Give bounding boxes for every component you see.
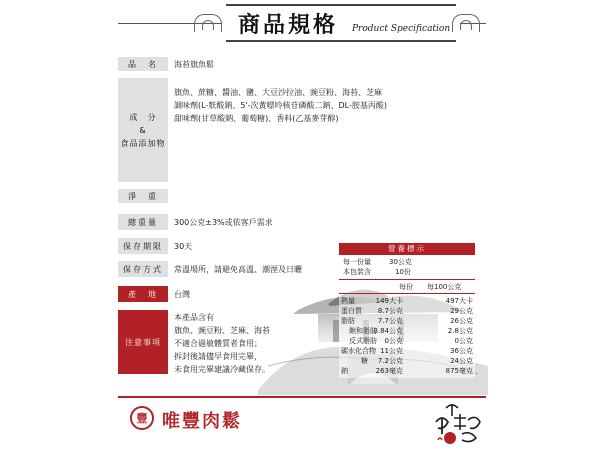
ingredients-label [118, 78, 168, 182]
nutrition-row [339, 306, 475, 316]
nutrient-per-serving: 11公克 [380, 347, 403, 355]
servings-value: 10份 [395, 268, 411, 276]
net-weight-label: 淨 重 [118, 189, 168, 203]
nutrient-name: 碳水化合物 [341, 347, 376, 355]
ingredients-label-line: 成 分 [129, 112, 157, 122]
total-weight-value: 300公克±3%或依客戶需求 [174, 217, 273, 227]
nutrition-row [339, 356, 475, 366]
nutrient-per-100g: 2.8公克 [447, 327, 473, 335]
nutrient-per-100g: 875毫克 [445, 367, 473, 375]
page-header [0, 0, 600, 50]
nutrient-per-serving: 263毫克 [375, 367, 403, 375]
nutrient-per-100g: 497大卡 [445, 297, 473, 305]
nutrient-name: 反式脂肪 [349, 337, 377, 345]
nutrient-per-serving: 0.84公克 [373, 327, 403, 335]
page-subtitle: Product Specification [352, 24, 451, 34]
nutrient-per-100g: 26公克 [450, 317, 473, 325]
shelf-life-label: 保存期限 [118, 238, 168, 254]
nutrient-per-serving: 8.7公克 [377, 307, 403, 315]
brand-logo [130, 404, 270, 434]
notes-text [174, 311, 334, 376]
nutrient-per-100g: 36公克 [450, 347, 473, 355]
nutrition-row [339, 316, 475, 326]
nutrient-name: 蛋白質 [341, 307, 362, 315]
nutrient-name: 飽和脂肪 [349, 327, 377, 335]
nutrient-name: 熱量 [341, 297, 355, 305]
ingredients-label-line: & [139, 125, 147, 135]
notes-line: 旗魚、豌豆粉、芝麻、海苔 [174, 326, 270, 335]
shelf-life-value: 30天 [174, 241, 193, 251]
nutrition-row [339, 336, 475, 346]
ingredients-text [174, 86, 464, 125]
nutrition-divider [339, 279, 475, 280]
col-per-serving: 每份 [399, 283, 413, 291]
nutrition-title: 營養標示 [339, 243, 475, 255]
nutrient-per-serving: 0公克 [384, 337, 403, 345]
nutrition-row [339, 366, 475, 376]
nutrient-per-serving: 7.7公克 [377, 317, 403, 325]
nutrient-per-serving: 7.2公克 [377, 357, 403, 365]
nutrient-per-100g: 29公克 [450, 307, 473, 315]
notes-line: 未食用完畢建議冷藏保存。 [174, 365, 270, 374]
ornament-left-icon [190, 12, 226, 36]
nutrient-per-serving: 149大卡 [375, 297, 403, 305]
serving-size-row [339, 257, 475, 267]
footer-rule [118, 396, 486, 398]
brand-seal-icon: 豐 [130, 406, 154, 430]
serving-size-value: 30公克 [389, 258, 412, 266]
calligraphy-stamp-logo [432, 400, 484, 446]
servings-label: 本包裝含 [343, 268, 371, 276]
origin-value: 台灣 [174, 289, 190, 299]
nutrient-name: 脂肪 [341, 317, 355, 325]
notes-line: 拆封後請儘早食用完畢， [174, 352, 262, 361]
notes-line: 不適合過敏體質者食用； [174, 339, 262, 348]
nutrition-panel [339, 243, 475, 378]
title-banner [226, 4, 456, 42]
serving-size-label: 每一份量 [343, 258, 371, 266]
notes-label: 注意事項 [118, 310, 168, 374]
storage-label: 保存方式 [118, 261, 168, 277]
col-per-100g: 每100公克 [427, 283, 462, 291]
nutrition-divider [339, 293, 475, 294]
ingredients-line: 甜味劑(甘草酸鈉、葡萄糖)、香料(乙基麥芽醇) [174, 114, 339, 123]
nutrient-per-100g: 24公克 [450, 357, 473, 365]
page-title: 商品規格 [238, 12, 339, 38]
ornament-right-icon [448, 12, 484, 36]
ingredients-label-line: 食品添加物 [120, 138, 166, 148]
name-label: 品 名 [118, 57, 168, 71]
notes-line: 本產品含有 [174, 313, 214, 322]
nutrition-col-header [339, 282, 475, 292]
nutrient-name: 糖 [361, 357, 368, 365]
servings-row [339, 267, 475, 277]
nutrition-row [339, 326, 475, 336]
nutrient-per-100g: 0公克 [454, 337, 473, 345]
origin-label: 產 地 [118, 286, 168, 302]
nutrition-row [339, 296, 475, 306]
brand-name: 唯豐肉鬆 [162, 411, 242, 432]
product-name: 海苔旗魚鬆 [174, 59, 214, 69]
nutrition-row [339, 346, 475, 356]
nutrient-name: 鈉 [341, 367, 348, 375]
total-weight-label: 總重量 [118, 214, 168, 230]
storage-value: 常溫場所，請避免高溫、潮溼及日曬 [174, 264, 302, 274]
ingredients-line: 調味劑(L-麩酸鈉、5'-次黃嘌呤核苷磷酸二鈉、DL-胺基丙酸) [174, 101, 387, 110]
ingredients-line: 旗魚、蔗糖、醬油、鹽、大豆沙拉油、豌豆粉、海苔、芝麻 [174, 88, 382, 97]
